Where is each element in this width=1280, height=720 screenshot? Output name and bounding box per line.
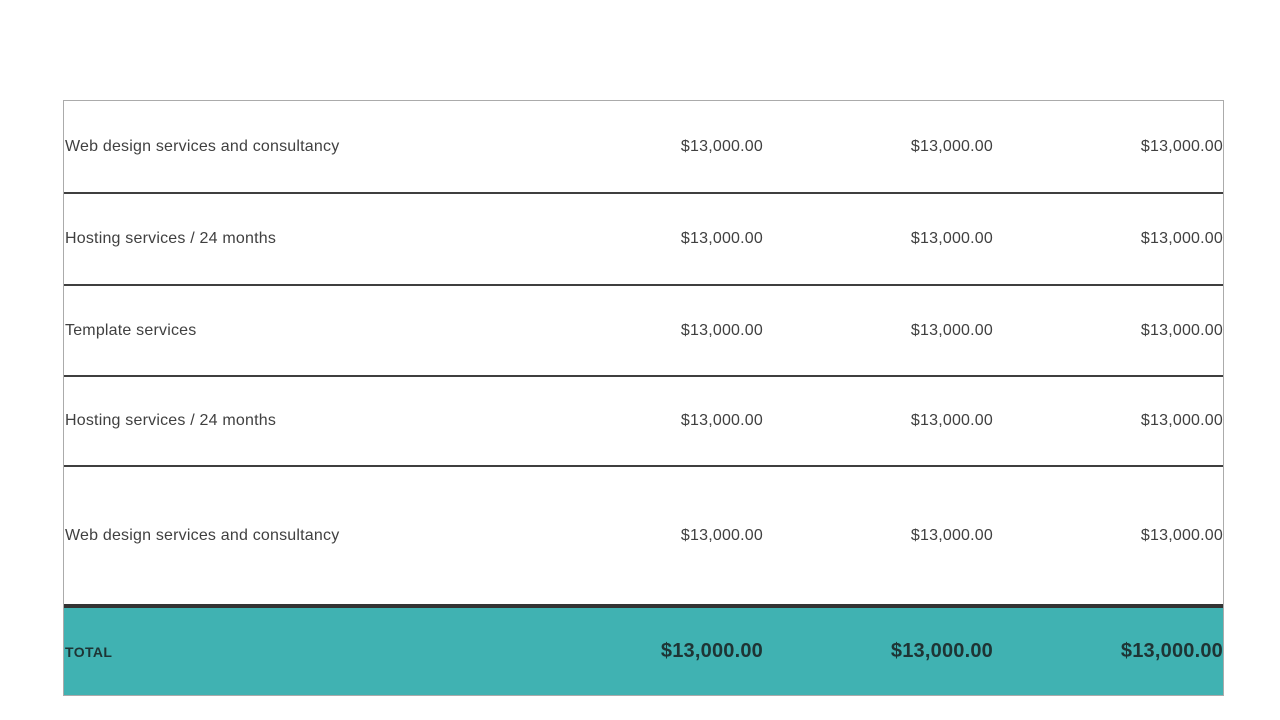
line-item-amount: $13,000.00: [680, 321, 763, 339]
invoice-line-items-table: [63, 100, 1224, 696]
line-item-description: Hosting services / 24 months: [65, 412, 277, 429]
line-item-amount: $13,000.00: [910, 526, 993, 544]
line-item-amount: $13,000.00: [910, 412, 993, 429]
line-item-amount: $13,000.00: [910, 230, 993, 247]
table-row: [64, 467, 1223, 608]
line-item-amount: $13,000.00: [1140, 321, 1223, 339]
total-label: TOTAL: [65, 643, 113, 660]
table-row: [64, 194, 1223, 286]
table-row: [64, 377, 1223, 467]
line-item-amount: $13,000.00: [1140, 230, 1223, 247]
line-item-description: Template services: [65, 321, 197, 339]
line-item-description: Web design services and consultancy: [65, 526, 340, 544]
line-item-amount: $13,000.00: [1140, 137, 1223, 155]
line-item-description: Hosting services / 24 months: [65, 230, 277, 247]
line-item-amount: $13,000.00: [1140, 526, 1223, 544]
total-row: [64, 608, 1223, 696]
line-item-amount: $13,000.00: [680, 526, 763, 544]
line-item-amount: $13,000.00: [1140, 412, 1223, 429]
line-item-amount: $13,000.00: [680, 412, 763, 429]
total-amount: $13,000.00: [1120, 640, 1223, 662]
line-item-description: Web design services and consultancy: [65, 137, 340, 155]
total-amount: $13,000.00: [660, 640, 763, 662]
table-row: [64, 101, 1223, 194]
line-item-amount: $13,000.00: [680, 230, 763, 247]
table-row: [64, 286, 1223, 377]
line-item-amount: $13,000.00: [910, 137, 993, 155]
line-item-amount: $13,000.00: [680, 137, 763, 155]
line-item-amount: $13,000.00: [910, 321, 993, 339]
total-amount: $13,000.00: [890, 640, 993, 662]
